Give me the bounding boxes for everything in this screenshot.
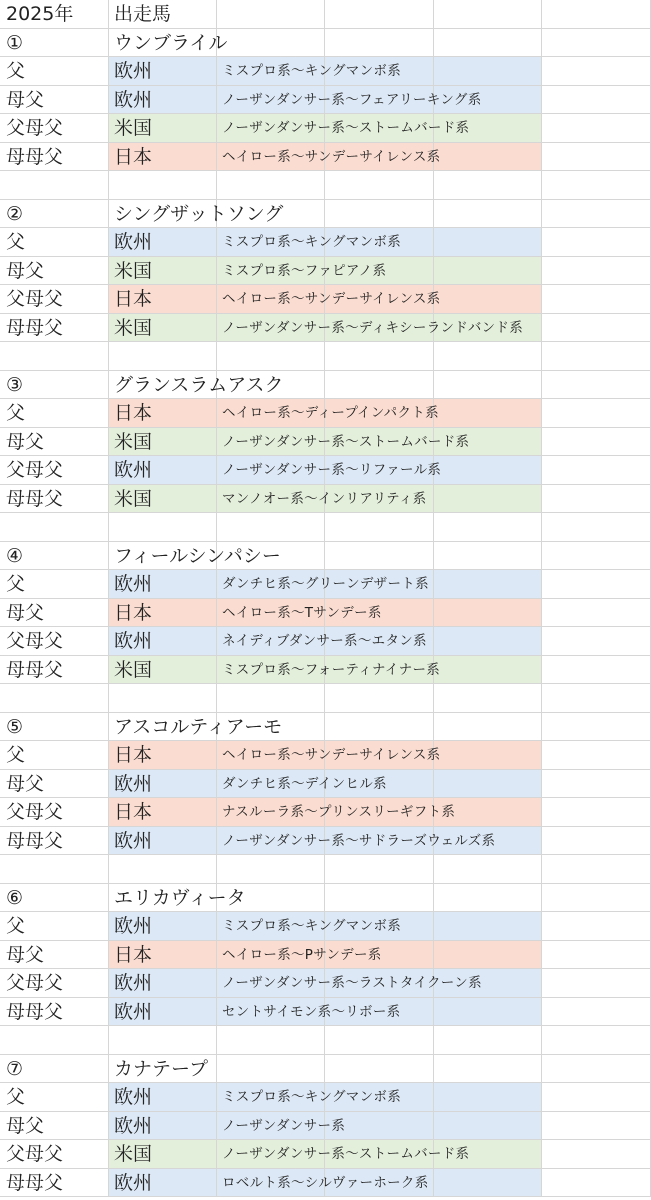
pedigree-row: [0, 57, 651, 86]
relation-label: 父: [6, 744, 26, 766]
region-label: 欧州: [114, 772, 153, 795]
grid-cell[interactable]: [542, 86, 651, 115]
grid-cell[interactable]: [542, 1112, 651, 1141]
lineage-label: ミスプロ系〜キングマンボ系: [222, 1089, 401, 1105]
grid-cell[interactable]: [325, 855, 434, 884]
grid-cell[interactable]: [325, 1026, 434, 1055]
lineage-label: ヘイロー系〜サンデーサイレンス系: [222, 747, 441, 763]
relation-label: 母父: [6, 259, 45, 282]
grid-cell[interactable]: [434, 29, 542, 58]
grid-cell[interactable]: [434, 770, 542, 799]
region-label: 欧州: [114, 630, 153, 652]
region-label: 日本: [114, 402, 153, 424]
relation-label: 父: [6, 1086, 26, 1108]
horse-number: ①: [6, 31, 24, 54]
region-label: 欧州: [114, 459, 153, 481]
region-label: 米国: [114, 1143, 153, 1165]
region-label: 欧州: [114, 1000, 153, 1023]
grid-cell[interactable]: [434, 912, 542, 941]
region-label: 欧州: [114, 231, 153, 253]
lineage-label: ノーザンダンサー系〜ストームバード系: [222, 433, 470, 450]
lineage-label: ノーザンダンサー系〜フェアリーキング系: [222, 91, 482, 108]
grid-cell[interactable]: [434, 57, 542, 86]
relation-label: 母父: [6, 601, 45, 624]
grid-cell[interactable]: [434, 342, 542, 371]
region-label: 欧州: [114, 1171, 153, 1194]
grid-cell[interactable]: [434, 599, 542, 628]
blank-row: [0, 684, 651, 713]
pedigree-row: [0, 114, 651, 143]
grid-cell[interactable]: [0, 171, 109, 200]
pedigree-row: [0, 741, 651, 770]
pedigree-row: [0, 485, 651, 514]
lineage-label: ノーザンダンサー系〜サドラーズウェルズ系: [222, 832, 496, 849]
grid-cell[interactable]: [542, 713, 651, 742]
horse-name: シングザットソング: [114, 202, 284, 225]
horse-name: エリカヴィータ: [114, 886, 246, 909]
region-label: 日本: [114, 801, 153, 823]
grid-cell[interactable]: [542, 855, 651, 884]
pedigree-row: [0, 456, 651, 485]
relation-label: 母父: [6, 1114, 45, 1137]
grid-cell[interactable]: [434, 684, 542, 713]
grid-cell[interactable]: [542, 656, 651, 685]
relation-label: 母父: [6, 943, 45, 966]
grid-cell[interactable]: [542, 114, 651, 143]
horse-number: ⑦: [6, 1057, 24, 1080]
blank-row: [0, 855, 651, 884]
grid-cell[interactable]: [217, 342, 325, 371]
relation-label: 父: [6, 402, 26, 424]
grid-cell[interactable]: [434, 171, 542, 200]
grid-cell[interactable]: [542, 57, 651, 86]
grid-cell[interactable]: [0, 684, 109, 713]
grid-cell[interactable]: [0, 342, 109, 371]
grid-cell[interactable]: [325, 1055, 434, 1084]
grid-cell[interactable]: [434, 456, 542, 485]
grid-cell[interactable]: [434, 627, 542, 656]
relation-label: 母父: [6, 430, 45, 453]
lineage-label: ヘイロー系〜Tサンデー系: [222, 604, 382, 621]
grid-cell[interactable]: [325, 200, 434, 229]
region-label: 欧州: [114, 60, 153, 82]
region-label: 米国: [114, 658, 153, 681]
grid-cell[interactable]: [434, 941, 542, 970]
pedigree-row: [0, 285, 651, 314]
pedigree-row: [0, 827, 651, 856]
grid-cell[interactable]: [434, 1055, 542, 1084]
horse-name: ウンブライル: [114, 31, 228, 54]
relation-label: 父: [6, 231, 26, 253]
pedigree-row: [0, 998, 651, 1027]
horse-title-row: [0, 713, 651, 742]
blank-row: [0, 513, 651, 542]
grid-cell[interactable]: [0, 1026, 109, 1055]
lineage-label: ネイディブダンサー系〜エタン系: [222, 633, 427, 649]
region-label: 米国: [114, 430, 153, 453]
grid-cell[interactable]: [434, 285, 542, 314]
grid-cell[interactable]: [109, 171, 217, 200]
horse-title-row: [0, 371, 651, 400]
grid-cell[interactable]: [434, 1112, 542, 1141]
relation-label: 母父: [6, 772, 45, 795]
relation-label: 母母父: [6, 316, 64, 339]
grid-cell[interactable]: [542, 1083, 651, 1112]
grid-cell[interactable]: [542, 827, 651, 856]
region-label: 米国: [114, 259, 153, 282]
region-label: 日本: [114, 601, 153, 624]
grid-cell[interactable]: [217, 0, 325, 29]
grid-cell[interactable]: [434, 0, 542, 29]
grid-cell[interactable]: [542, 884, 651, 913]
grid-cell[interactable]: [325, 884, 434, 913]
horse-name: グランスラムアスク: [114, 373, 284, 396]
grid-cell[interactable]: [542, 684, 651, 713]
horse-title-row: [0, 1055, 651, 1084]
region-label: 日本: [114, 744, 153, 766]
horse-number: ③: [6, 373, 24, 396]
grid-cell[interactable]: [542, 1140, 651, 1169]
grid-cell[interactable]: [325, 171, 434, 200]
region-label: 日本: [114, 943, 153, 966]
lineage-label: ノーザンダンサー系〜ディキシーランドバンド系: [222, 319, 524, 336]
grid-cell[interactable]: [542, 770, 651, 799]
pedigree-row: [0, 570, 651, 599]
grid-cell[interactable]: [542, 257, 651, 286]
grid-cell[interactable]: [217, 29, 325, 58]
region-label: 欧州: [114, 829, 153, 852]
grid-cell[interactable]: [542, 798, 651, 827]
lineage-label: ロベルト系〜シルヴァーホーク系: [222, 1174, 429, 1191]
grid-cell[interactable]: [434, 228, 542, 257]
horse-number: ②: [6, 202, 24, 225]
relation-label: 母母父: [6, 658, 64, 681]
grid-cell[interactable]: [434, 257, 542, 286]
lineage-label: セントサイモン系〜リボー系: [222, 1003, 401, 1020]
grid-cell[interactable]: [542, 456, 651, 485]
grid-cell[interactable]: [217, 1026, 325, 1055]
grid-cell[interactable]: [434, 1083, 542, 1112]
grid-cell[interactable]: [542, 599, 651, 628]
grid-cell[interactable]: [542, 941, 651, 970]
pedigree-row: [0, 314, 651, 343]
relation-label: 父母父: [6, 1143, 64, 1165]
grid-cell[interactable]: [434, 200, 542, 229]
grid-cell[interactable]: [542, 285, 651, 314]
year-label: 2025年: [6, 3, 74, 25]
relation-label: 父: [6, 573, 26, 595]
lineage-label: マンノオー系〜インリアリティ系: [222, 490, 427, 507]
relation-label: 母母父: [6, 487, 64, 510]
grid-cell[interactable]: [0, 855, 109, 884]
relation-label: 母母父: [6, 829, 64, 852]
lineage-label: ヘイロー系〜Pサンデー系: [222, 946, 382, 963]
grid-cell[interactable]: [542, 513, 651, 542]
horse-name: カナテープ: [114, 1057, 209, 1080]
grid-cell[interactable]: [109, 1026, 217, 1055]
blank-row: [0, 342, 651, 371]
grid-cell[interactable]: [542, 570, 651, 599]
grid-cell[interactable]: [325, 342, 434, 371]
relation-label: 父: [6, 915, 26, 937]
grid-cell[interactable]: [325, 684, 434, 713]
region-label: 欧州: [114, 1086, 153, 1108]
grid-cell[interactable]: [542, 969, 651, 998]
grid-cell[interactable]: [542, 998, 651, 1027]
horse-name: アスコルティアーモ: [114, 715, 283, 738]
grid-cell[interactable]: [109, 342, 217, 371]
pedigree-row: [0, 1112, 651, 1141]
grid-cell[interactable]: [434, 998, 542, 1027]
grid-cell[interactable]: [542, 912, 651, 941]
lineage-label: ナスルーラ系〜プリンスリーギフト系: [222, 804, 456, 820]
region-label: 日本: [114, 145, 153, 168]
pedigree-row: [0, 599, 651, 628]
grid-cell[interactable]: [434, 399, 542, 428]
header-title: 出走馬: [114, 3, 172, 25]
lineage-label: ダンチヒ系〜デインヒル系: [222, 775, 387, 792]
horse-number: ⑥: [6, 886, 24, 909]
region-label: 日本: [114, 288, 153, 310]
blank-row: [0, 171, 651, 200]
pedigree-row: [0, 399, 651, 428]
grid-cell[interactable]: [434, 884, 542, 913]
relation-label: 父母父: [6, 459, 64, 481]
grid-cell[interactable]: [434, 485, 542, 514]
grid-cell[interactable]: [217, 171, 325, 200]
grid-cell[interactable]: [542, 143, 651, 172]
grid-cell[interactable]: [434, 371, 542, 400]
grid-cell[interactable]: [542, 314, 651, 343]
pedigree-row: [0, 257, 651, 286]
lineage-label: ノーザンダンサー系〜リファール系: [222, 462, 442, 478]
pedigree-row: [0, 1083, 651, 1112]
relation-label: 父母父: [6, 972, 64, 994]
pedigree-row: [0, 798, 651, 827]
pedigree-row: [0, 428, 651, 457]
relation-label: 父母父: [6, 288, 64, 310]
grid-cell[interactable]: [542, 200, 651, 229]
lineage-label: ダンチヒ系〜グリーンデザート系: [222, 576, 429, 592]
grid-cell[interactable]: [542, 1169, 651, 1198]
lineage-label: ミスプロ系〜キングマンボ系: [222, 63, 401, 79]
pedigree-row: [0, 228, 651, 257]
lineage-label: ミスプロ系〜フォーティナイナー系: [222, 661, 441, 678]
lineage-label: ミスプロ系〜キングマンボ系: [222, 918, 401, 934]
region-label: 欧州: [114, 972, 153, 994]
region-label: 欧州: [114, 1114, 153, 1137]
grid-cell[interactable]: [325, 542, 434, 571]
grid-cell[interactable]: [542, 371, 651, 400]
region-label: 欧州: [114, 915, 153, 937]
grid-cell[interactable]: [542, 1055, 651, 1084]
pedigree-row: [0, 770, 651, 799]
grid-cell[interactable]: [325, 29, 434, 58]
grid-cell[interactable]: [542, 228, 651, 257]
grid-cell[interactable]: [542, 741, 651, 770]
pedigree-row: [0, 656, 651, 685]
grid-cell[interactable]: [325, 713, 434, 742]
grid-cell[interactable]: [217, 684, 325, 713]
lineage-label: ヘイロー系〜サンデーサイレンス系: [222, 148, 441, 165]
horse-number: ⑤: [6, 715, 24, 738]
grid-cell[interactable]: [0, 513, 109, 542]
grid-cell[interactable]: [109, 684, 217, 713]
grid-cell[interactable]: [542, 627, 651, 656]
lineage-label: ノーザンダンサー系〜ストームバード系: [222, 1146, 470, 1162]
grid-cell[interactable]: [542, 0, 651, 29]
pedigree-row: [0, 143, 651, 172]
grid-cell[interactable]: [217, 513, 325, 542]
grid-cell[interactable]: [542, 485, 651, 514]
relation-label: 母母父: [6, 1000, 64, 1023]
horse-number: ④: [6, 544, 24, 567]
relation-label: 母母父: [6, 145, 64, 168]
header-row: [0, 0, 651, 29]
horse-title-row: [0, 200, 651, 229]
relation-label: 父母父: [6, 117, 64, 139]
relation-label: 父母父: [6, 630, 64, 652]
grid-cell[interactable]: [109, 855, 217, 884]
pedigree-row: [0, 912, 651, 941]
relation-label: 母父: [6, 88, 45, 111]
lineage-label: ミスプロ系〜キングマンボ系: [222, 234, 401, 250]
grid-cell[interactable]: [325, 513, 434, 542]
blank-row: [0, 1026, 651, 1055]
grid-cell[interactable]: [434, 656, 542, 685]
pedigree-row: [0, 1140, 651, 1169]
region-label: 米国: [114, 487, 153, 510]
lineage-label: ミスプロ系〜ファピアノ系: [222, 262, 387, 279]
grid-cell[interactable]: [542, 399, 651, 428]
grid-cell[interactable]: [434, 855, 542, 884]
lineage-label: ノーザンダンサー系〜ストームバード系: [222, 120, 470, 136]
grid-cell[interactable]: [217, 1055, 325, 1084]
grid-cell[interactable]: [434, 570, 542, 599]
grid-cell[interactable]: [542, 342, 651, 371]
relation-label: 父: [6, 60, 26, 82]
grid-cell[interactable]: [434, 741, 542, 770]
relation-label: 父母父: [6, 801, 64, 823]
relation-label: 母母父: [6, 1171, 64, 1194]
grid-cell[interactable]: [434, 542, 542, 571]
grid-cell[interactable]: [434, 143, 542, 172]
lineage-label: ノーザンダンサー系〜ラストタイクーン系: [222, 975, 482, 991]
grid-cell[interactable]: [542, 1026, 651, 1055]
pedigree-row: [0, 941, 651, 970]
horse-title-row: [0, 542, 651, 571]
grid-cell[interactable]: [542, 428, 651, 457]
region-label: 米国: [114, 316, 153, 339]
grid-cell[interactable]: [217, 855, 325, 884]
pedigree-row: [0, 1169, 651, 1198]
pedigree-row: [0, 969, 651, 998]
grid-cell[interactable]: [109, 513, 217, 542]
pedigree-row: [0, 86, 651, 115]
lineage-label: ノーザンダンサー系: [222, 1117, 346, 1134]
grid-cell[interactable]: [325, 0, 434, 29]
grid-cell[interactable]: [434, 1026, 542, 1055]
horse-name: フィールシンパシー: [114, 544, 281, 567]
grid-cell[interactable]: [434, 513, 542, 542]
grid-cell[interactable]: [542, 171, 651, 200]
pedigree-row: [0, 627, 651, 656]
grid-cell[interactable]: [434, 713, 542, 742]
lineage-label: ヘイロー系〜サンデーサイレンス系: [222, 291, 441, 307]
horse-title-row: [0, 29, 651, 58]
region-label: 米国: [114, 117, 153, 139]
grid-cell[interactable]: [542, 29, 651, 58]
grid-cell[interactable]: [325, 371, 434, 400]
grid-cell[interactable]: [434, 1169, 542, 1198]
lineage-label: ヘイロー系〜ディープインパクト系: [222, 405, 439, 421]
region-label: 欧州: [114, 88, 153, 111]
region-label: 欧州: [114, 573, 153, 595]
grid-cell[interactable]: [542, 542, 651, 571]
horse-title-row: [0, 884, 651, 913]
